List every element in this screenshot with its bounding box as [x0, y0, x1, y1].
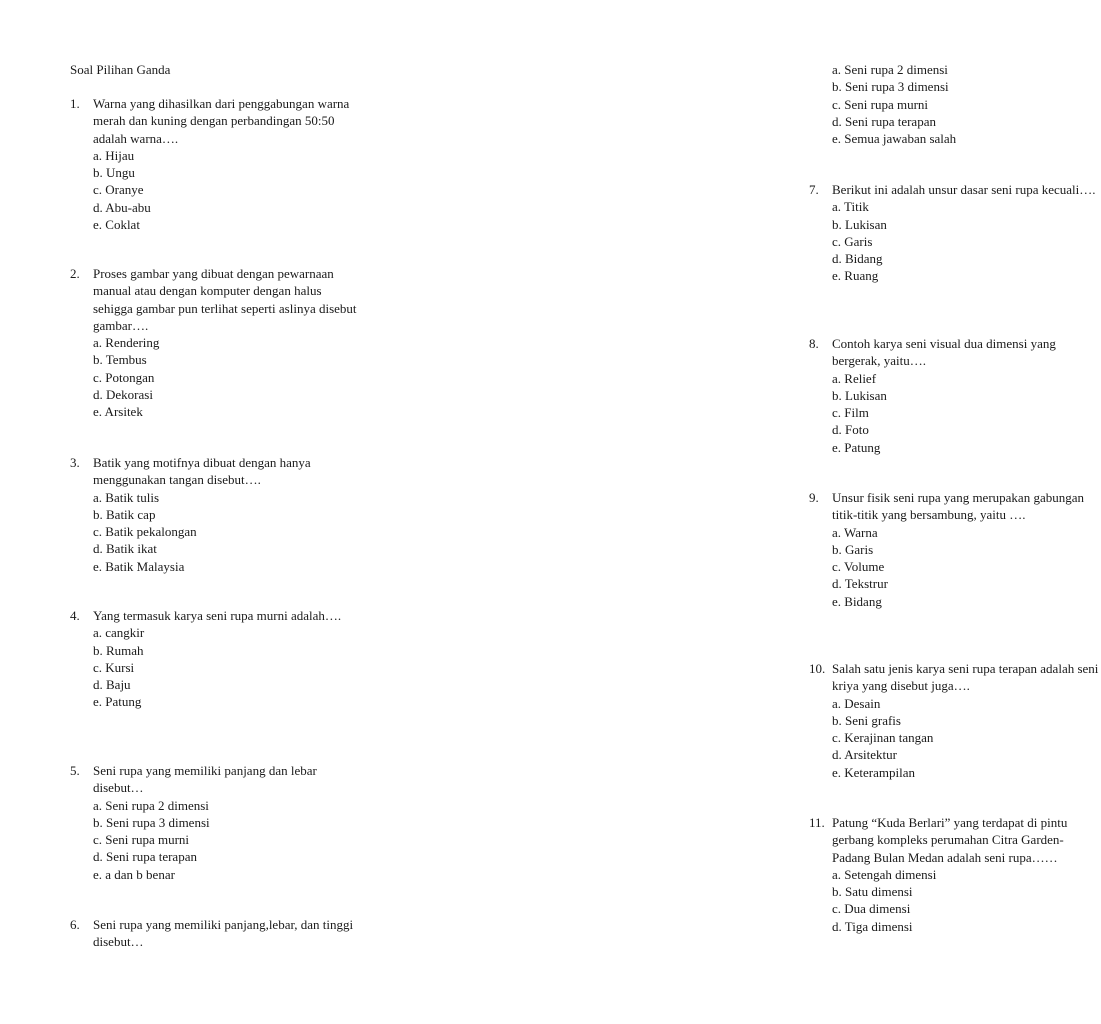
question-3	[70, 454, 360, 575]
option-e: e. Keterampilan	[832, 764, 916, 780]
option-b: b. Rumah	[93, 642, 144, 658]
option-b: b. Lukisan	[832, 387, 887, 403]
question-8	[809, 335, 1101, 456]
question-9	[809, 489, 1101, 610]
option-c: c. Dua dimensi	[832, 901, 911, 917]
option-a: a. Desain	[832, 695, 881, 711]
question-number: 1.	[70, 96, 80, 111]
question-11	[809, 814, 1101, 935]
question-number: 10.	[809, 661, 826, 676]
option-list	[70, 334, 360, 420]
option-a: a. Relief	[832, 370, 877, 386]
option-d: d. Seni rupa terapan	[93, 849, 197, 865]
option-a: a. Seni rupa 2 dimensi	[93, 797, 209, 813]
question-2	[70, 265, 360, 421]
question-number: 9.	[809, 490, 819, 505]
option-c: c. Film	[832, 405, 869, 421]
question-6	[70, 916, 360, 951]
option-list	[809, 61, 1101, 147]
question-text: Berikut ini adalah unsur dasar seni rupa kecuali….	[832, 182, 1096, 197]
question-text: Seni rupa yang memiliki panjang,lebar, dan tinggi disebut…	[93, 917, 354, 950]
option-b: b. Seni rupa 3 dimensi	[93, 814, 210, 830]
option-c: c. Seni rupa murni	[832, 96, 929, 112]
option-list	[809, 524, 1101, 610]
question-text: Proses gambar yang dibuat dengan pewarnaan manual atau dengan komputer dengan halus sehigga gambar pun terlihat seperti aslinya disebut gambar….	[93, 266, 357, 333]
question-number: 11.	[809, 815, 825, 830]
option-d: d. Bidang	[832, 251, 883, 267]
option-e: e. Patung	[832, 439, 881, 455]
question-1	[70, 95, 360, 233]
question-4	[70, 607, 360, 711]
option-a: a. Batik tulis	[93, 489, 160, 505]
question-5	[70, 762, 360, 883]
question-text: Seni rupa yang memiliki panjang dan lebar disebut…	[93, 763, 317, 796]
option-d: d. Tekstrur	[832, 576, 888, 592]
option-c: c. Volume	[832, 559, 885, 575]
option-b: b. Batik cap	[93, 506, 156, 522]
option-c: c. Oranye	[93, 182, 144, 198]
option-e: e. Ruang	[832, 268, 879, 284]
option-e: e. a dan b benar	[93, 866, 175, 882]
option-d: d. Foto	[832, 422, 869, 438]
option-b: b. Seni rupa 3 dimensi	[832, 79, 949, 95]
option-e: e. Bidang	[832, 593, 882, 609]
option-a: a. Titik	[832, 199, 869, 215]
question-10	[809, 660, 1101, 781]
option-list	[70, 489, 360, 575]
document-title: Soal Pilihan Ganda	[70, 62, 171, 77]
question-7	[809, 181, 1101, 285]
question-text: Salah satu jenis karya seni rupa terapan adalah seni kriya yang disebut juga….	[832, 661, 1099, 694]
question-number: 8.	[809, 336, 819, 351]
option-b: b. Seni grafis	[832, 712, 901, 728]
option-d: d. Arsitektur	[832, 747, 897, 763]
question-text: Yang termasuk karya seni rupa murni adalah….	[93, 608, 342, 623]
option-d: d. Abu-abu	[93, 199, 151, 215]
option-e: e. Semua jawaban salah	[832, 131, 957, 147]
option-a: a. Warna	[832, 524, 878, 540]
question-number: 7.	[809, 182, 819, 197]
option-list	[809, 198, 1101, 284]
option-c: c. Kursi	[93, 659, 135, 675]
option-list	[70, 624, 360, 710]
option-d: d. Tiga dimensi	[832, 918, 913, 934]
option-list	[809, 695, 1101, 781]
option-list	[70, 797, 360, 883]
option-b: b. Lukisan	[832, 216, 887, 232]
option-c: c. Garis	[832, 233, 873, 249]
option-a: a. Seni rupa 2 dimensi	[832, 62, 948, 77]
option-list	[809, 866, 1101, 935]
question-number: 4.	[70, 608, 80, 623]
question-number: 3.	[70, 455, 80, 470]
option-b: b. Ungu	[93, 165, 135, 181]
question-text: Batik yang motifnya dibuat dengan hanya menggunakan tangan disebut….	[93, 455, 311, 488]
option-d: d. Baju	[93, 677, 131, 693]
option-c: c. Kerajinan tangan	[832, 730, 934, 746]
option-c: c. Potongan	[93, 369, 155, 385]
option-b: b. Satu dimensi	[832, 884, 913, 900]
question-number: 6.	[70, 917, 80, 932]
option-e: e. Batik Malaysia	[93, 558, 185, 574]
option-a: a. cangkir	[93, 625, 145, 641]
question-text: Unsur fisik seni rupa yang merupakan gabungan titik-titik yang bersambung, yaitu ….	[832, 490, 1084, 523]
option-a: a. Setengah dimensi	[832, 866, 937, 882]
option-e: e. Arsitek	[93, 404, 143, 420]
option-d: d. Dekorasi	[93, 387, 153, 403]
option-a: a. Hijau	[93, 147, 135, 163]
option-c: c. Seni rupa murni	[93, 832, 190, 848]
question-6-continued	[809, 61, 1101, 147]
option-b: b. Garis	[832, 541, 874, 557]
option-d: d. Seni rupa terapan	[832, 113, 936, 129]
option-c: c. Batik pekalongan	[93, 524, 197, 540]
question-text: Patung “Kuda Berlari” yang terdapat di pintu gerbang kompleks perumahan Citra Garden-Padang Bulan Medan adalah seni rupa……	[832, 815, 1068, 865]
option-list	[809, 370, 1101, 456]
option-a: a. Rendering	[93, 335, 160, 351]
question-text: Contoh karya seni visual dua dimensi yang bergerak, yaitu….	[832, 336, 1056, 369]
question-number: 2.	[70, 266, 80, 281]
question-number: 5.	[70, 763, 80, 778]
question-text: Warna yang dihasilkan dari penggabungan warna merah dan kuning dengan perbandingan 50:50 adalah warna….	[93, 96, 350, 146]
option-list	[70, 147, 360, 233]
option-d: d. Batik ikat	[93, 541, 157, 557]
option-e: e. Patung	[93, 694, 142, 710]
option-e: e. Coklat	[93, 217, 140, 233]
option-b: b. Tembus	[93, 352, 147, 368]
